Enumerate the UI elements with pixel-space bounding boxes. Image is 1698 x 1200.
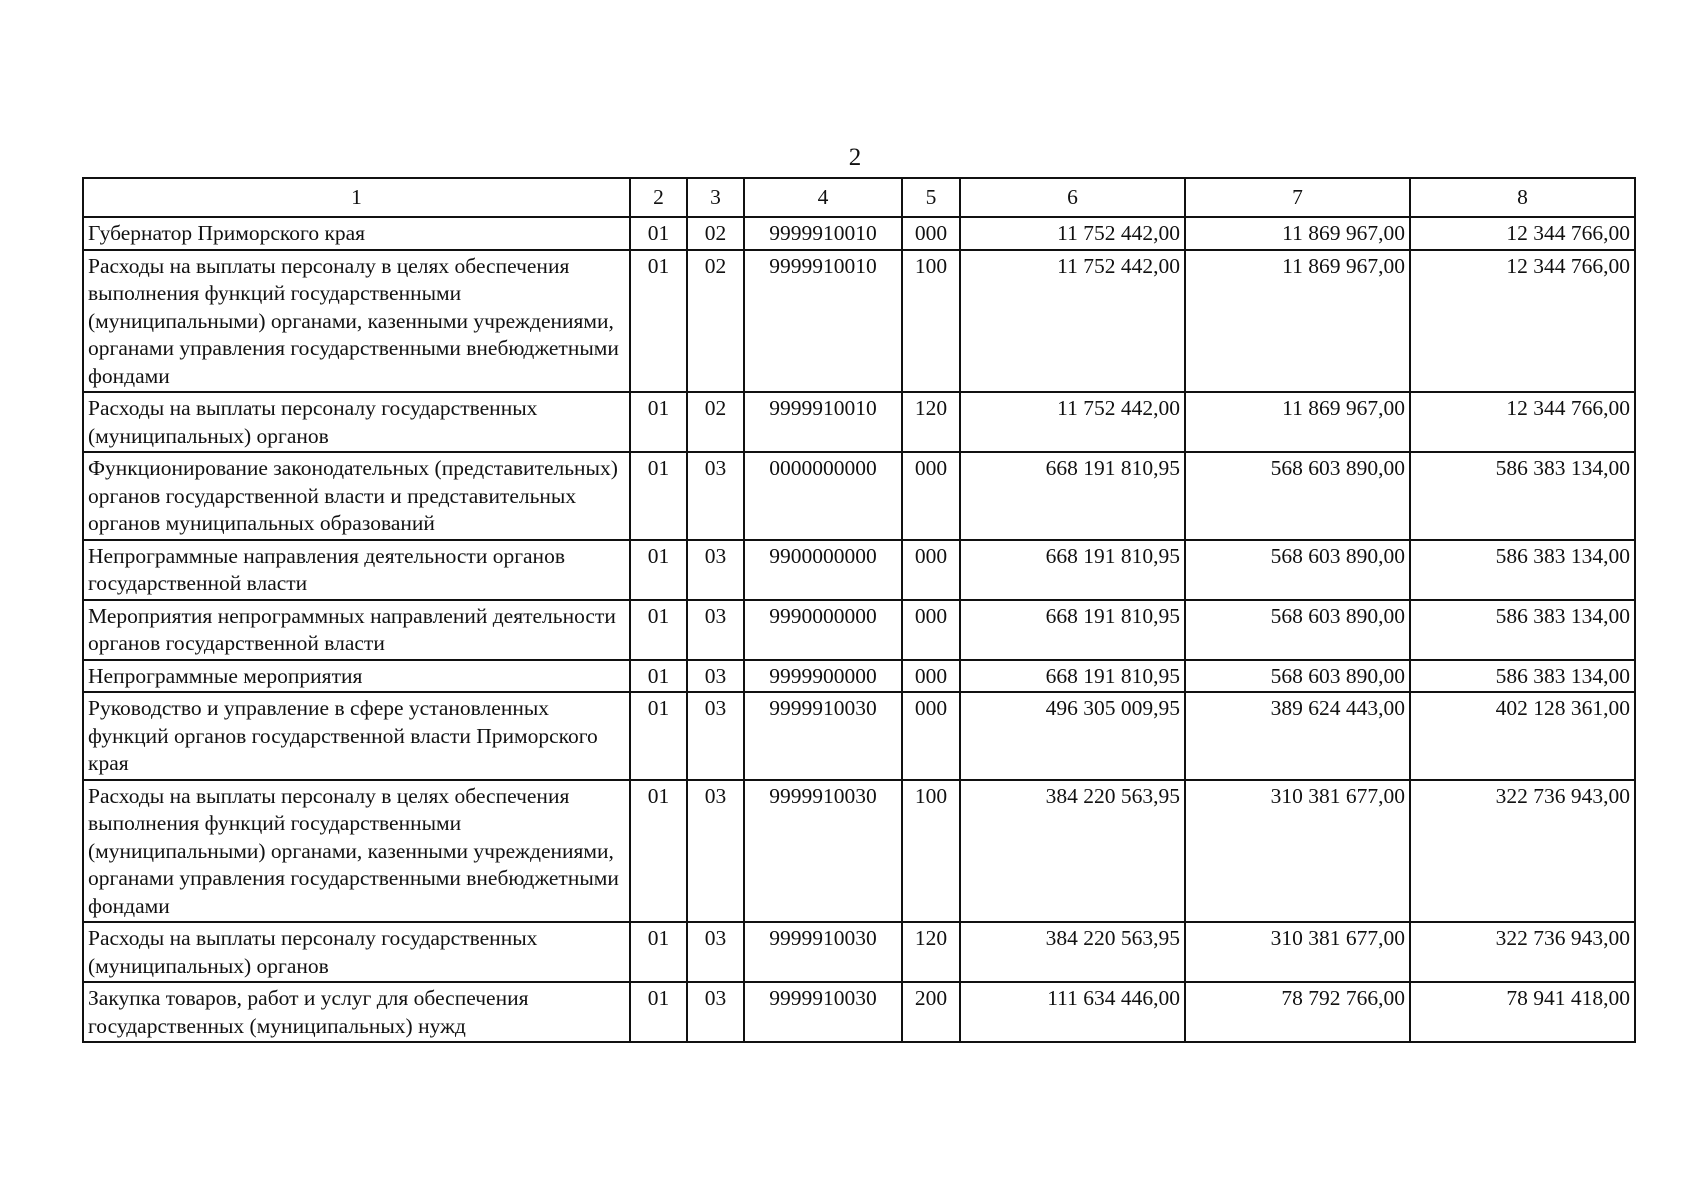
row-amount-year-1: 11 752 442,00 [960, 392, 1185, 452]
row-name: Функционирование законодательных (представительных) органов государственной власти и представительных органов муниципальных образований [83, 452, 630, 540]
row-expense-type: 000 [902, 452, 960, 540]
table-row [83, 540, 1635, 600]
column-header: 6 [960, 178, 1185, 217]
row-amount-year-2: 568 603 890,00 [1185, 452, 1410, 540]
row-amount-year-3: 402 128 361,00 [1410, 692, 1635, 780]
row-name: Расходы на выплаты персоналу в целях обеспечения выполнения функций государственными (муниципальными) органами, казенными учреждениями, органами управления государственными внебюджетными фондами [83, 780, 630, 923]
row-name: Расходы на выплаты персоналу государственных (муниципальных) органов [83, 922, 630, 982]
row-expense-type: 000 [902, 692, 960, 780]
row-expense-type: 000 [902, 600, 960, 660]
row-target-article: 9900000000 [744, 540, 902, 600]
row-section: 01 [630, 660, 687, 693]
row-name: Закупка товаров, работ и услуг для обеспечения государственных (муниципальных) нужд [83, 982, 630, 1042]
row-amount-year-2: 11 869 967,00 [1185, 392, 1410, 452]
row-amount-year-3: 322 736 943,00 [1410, 922, 1635, 982]
row-amount-year-1: 668 191 810,95 [960, 660, 1185, 693]
row-section: 01 [630, 982, 687, 1042]
row-expense-type: 100 [902, 780, 960, 923]
row-section: 01 [630, 922, 687, 982]
row-section: 01 [630, 217, 687, 250]
row-subsection: 03 [687, 692, 744, 780]
row-subsection: 03 [687, 922, 744, 982]
row-subsection: 03 [687, 600, 744, 660]
column-header: 3 [687, 178, 744, 217]
row-amount-year-1: 496 305 009,95 [960, 692, 1185, 780]
row-target-article: 9990000000 [744, 600, 902, 660]
row-name: Губернатор Приморского края [83, 217, 630, 250]
row-subsection: 03 [687, 982, 744, 1042]
table-body [83, 217, 1635, 1042]
row-section: 01 [630, 452, 687, 540]
row-amount-year-2: 568 603 890,00 [1185, 600, 1410, 660]
row-subsection: 02 [687, 392, 744, 452]
row-subsection: 02 [687, 250, 744, 393]
row-expense-type: 120 [902, 922, 960, 982]
row-amount-year-2: 310 381 677,00 [1185, 922, 1410, 982]
row-amount-year-3: 12 344 766,00 [1410, 392, 1635, 452]
row-section: 01 [630, 540, 687, 600]
row-expense-type: 000 [902, 217, 960, 250]
row-amount-year-1: 384 220 563,95 [960, 780, 1185, 923]
row-name: Расходы на выплаты персоналу государственных (муниципальных) органов [83, 392, 630, 452]
row-expense-type: 120 [902, 392, 960, 452]
row-amount-year-1: 111 634 446,00 [960, 982, 1185, 1042]
page-number: 2 [848, 144, 862, 171]
row-name: Расходы на выплаты персоналу в целях обеспечения выполнения функций государственными (муниципальными) органами, казенными учреждениями, органами управления государственными внебюджетными фондами [83, 250, 630, 393]
table-row [83, 780, 1635, 923]
table-row [83, 250, 1635, 393]
column-header: 8 [1410, 178, 1635, 217]
row-subsection: 03 [687, 660, 744, 693]
row-amount-year-1: 384 220 563,95 [960, 922, 1185, 982]
row-amount-year-2: 11 869 967,00 [1185, 217, 1410, 250]
row-name: Непрограммные мероприятия [83, 660, 630, 693]
budget-table [82, 177, 1636, 1043]
row-target-article: 9999910030 [744, 780, 902, 923]
row-section: 01 [630, 780, 687, 923]
column-header: 5 [902, 178, 960, 217]
row-target-article: 9999910030 [744, 692, 902, 780]
row-expense-type: 000 [902, 540, 960, 600]
row-subsection: 03 [687, 452, 744, 540]
row-amount-year-3: 586 383 134,00 [1410, 600, 1635, 660]
row-amount-year-2: 78 792 766,00 [1185, 982, 1410, 1042]
row-amount-year-2: 389 624 443,00 [1185, 692, 1410, 780]
row-name: Непрограммные направления деятельности органов государственной власти [83, 540, 630, 600]
table-row [83, 217, 1635, 250]
column-header: 1 [83, 178, 630, 217]
row-amount-year-1: 11 752 442,00 [960, 217, 1185, 250]
row-name: Руководство и управление в сфере установленных функций органов государственной власти Приморского края [83, 692, 630, 780]
table-row [83, 392, 1635, 452]
table-row [83, 982, 1635, 1042]
column-header: 7 [1185, 178, 1410, 217]
row-expense-type: 000 [902, 660, 960, 693]
table-row [83, 660, 1635, 693]
row-expense-type: 100 [902, 250, 960, 393]
row-subsection: 03 [687, 540, 744, 600]
row-amount-year-2: 568 603 890,00 [1185, 660, 1410, 693]
row-section: 01 [630, 600, 687, 660]
row-section: 01 [630, 692, 687, 780]
row-section: 01 [630, 392, 687, 452]
row-target-article: 9999900000 [744, 660, 902, 693]
row-expense-type: 200 [902, 982, 960, 1042]
row-target-article: 9999910030 [744, 982, 902, 1042]
table-row [83, 600, 1635, 660]
table-row [83, 922, 1635, 982]
row-target-article: 9999910010 [744, 392, 902, 452]
row-amount-year-3: 586 383 134,00 [1410, 452, 1635, 540]
row-amount-year-1: 11 752 442,00 [960, 250, 1185, 393]
row-target-article: 9999910010 [744, 217, 902, 250]
row-amount-year-2: 11 869 967,00 [1185, 250, 1410, 393]
column-header: 2 [630, 178, 687, 217]
row-target-article: 9999910030 [744, 922, 902, 982]
row-amount-year-3: 586 383 134,00 [1410, 660, 1635, 693]
row-amount-year-3: 586 383 134,00 [1410, 540, 1635, 600]
row-amount-year-1: 668 191 810,95 [960, 540, 1185, 600]
row-subsection: 03 [687, 780, 744, 923]
row-amount-year-1: 668 191 810,95 [960, 600, 1185, 660]
table-row [83, 692, 1635, 780]
row-section: 01 [630, 250, 687, 393]
row-name: Мероприятия непрограммных направлений деятельности органов государственной власти [83, 600, 630, 660]
row-subsection: 02 [687, 217, 744, 250]
row-amount-year-2: 568 603 890,00 [1185, 540, 1410, 600]
row-target-article: 0000000000 [744, 452, 902, 540]
row-amount-year-3: 322 736 943,00 [1410, 780, 1635, 923]
row-amount-year-2: 310 381 677,00 [1185, 780, 1410, 923]
row-amount-year-3: 78 941 418,00 [1410, 982, 1635, 1042]
row-amount-year-3: 12 344 766,00 [1410, 250, 1635, 393]
table-row [83, 452, 1635, 540]
row-amount-year-3: 12 344 766,00 [1410, 217, 1635, 250]
row-amount-year-1: 668 191 810,95 [960, 452, 1185, 540]
header-row [83, 178, 1635, 217]
row-target-article: 9999910010 [744, 250, 902, 393]
column-header: 4 [744, 178, 902, 217]
